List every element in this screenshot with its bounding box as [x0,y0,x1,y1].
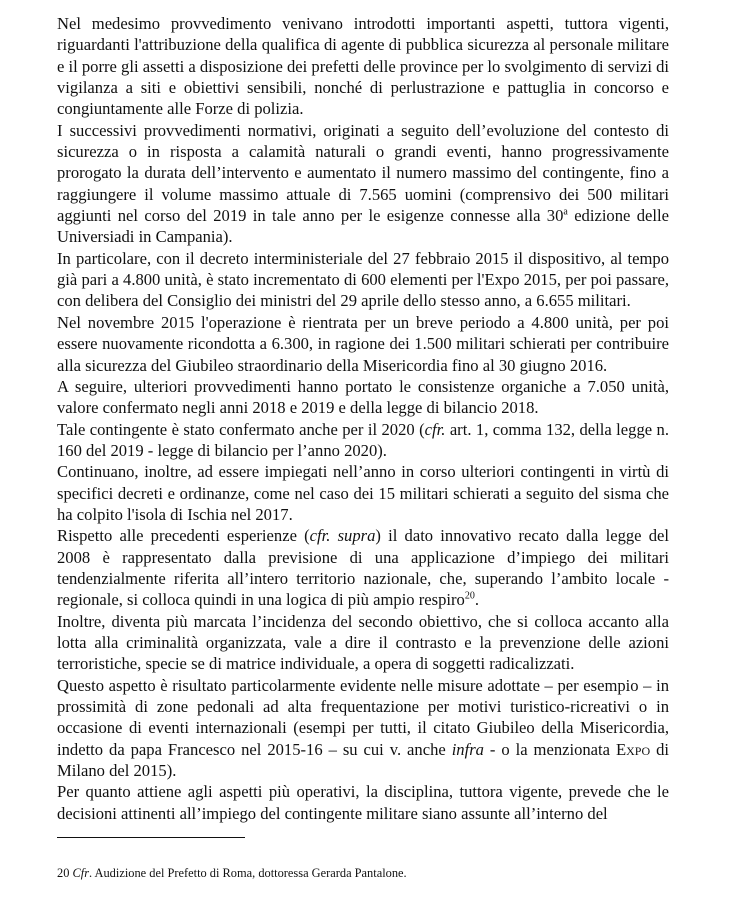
footnote-20 [57,865,669,881]
text-run: Rispetto alle precedenti esperienze ( [57,526,310,546]
text-run: ) il dato innovativo recato dalla legge del 2008 è rappresentato dalla previsione di una applicazione d’impiego dei militari tendenzialmente riferita all’intero territorio nazionale, che, superando l’ambito locale - regionale, si colloca quindi in una logica di più ampio respiro [57,526,669,610]
text-run: Tale contingente è stato confermato anche per il 2020 ( [57,419,425,439]
paragraph [57,13,669,120]
text-run: edizione delle Universiadi in Campania). [57,206,669,247]
text-run: I successivi provvedimenti normativi, originati a seguito dell’evoluzione del contesto di sicurezza o in risposta a calamità naturali o grandi eventi, hanno progressivamente prorogato la durata dell’intervento e aumentato il numero massimo del contingente, fino a raggiungere il volume massimo attuale di 7.565 uomini (comprensivo dei 500 militari aggiunti nel corso del 2019 in tale anno per le esigenze connesse alla 30 [57,120,669,226]
paragraph [57,675,669,782]
superscript: a [563,206,568,218]
footnote-number: 20 [57,866,70,880]
text-run: art. 1, comma 132, della legge n. 160 del 2019 - legge di bilancio per l’anno 2020). [57,419,669,460]
text-run: Nel novembre 2015 l'operazione è rientrata per un breve periodo a 4.800 unità, per poi essere nuovamente ricondotta a 6.300, in ragione dei 1.500 militari schierati per contribuire alla sicurezza del Giubileo straordinario della Misericordia fino al 30 giugno 2016. [57,312,669,375]
footnote-text: . Audizione del Prefetto di Roma, dottoressa Gerarda Pantalone. [89,866,407,880]
paragraph [57,376,669,419]
text-run: infra [451,739,484,759]
paragraph [57,611,669,675]
text-run: . [474,590,479,610]
text-run: - o la menzionata [483,739,616,759]
paragraph [57,461,669,525]
body-text [57,13,669,824]
text-run: Nel medesimo provvedimento venivano introdotti importanti aspetti, tuttora vigenti, riguardanti l'attribuzione della qualifica di agente di pubblica sicurezza al personale militare e il porre gli assetti a disposizione dei prefetti delle province per lo svolgimento di servizi di vigilanza a siti e obiettivi sensibili, nonché di perlustrazione e pattuglia in concorso e congiuntamente alle Forze di polizia. [57,14,669,119]
paragraph [57,312,669,376]
paragraph [57,248,669,312]
footnote-separator [57,837,245,838]
footnote-cite: Cfr [72,866,90,880]
text-run: Inoltre, diventa più marcata l’incidenza del secondo obiettivo, che si colloca accanto alla lotta alla criminalità organizzata, vale a dire il contrasto e la prevenzione delle azioni terroristiche, specie se di matrice individuale, a opera di soggetti radicalizzati. [57,611,669,674]
text-run: Per quanto attiene agli aspetti più operativi, la disciplina, tuttora vigente, prevede che le decisioni attinenti all’impiego del contingente militare siano assunte all’interno del [57,782,669,823]
paragraph [57,781,669,824]
text-run: cfr. [424,419,446,439]
text-run: A seguire, ulteriori provvedimenti hanno portato le consistenze organiche a 7.050 unità, valore confermato negli anni 2018 e 2019 e della legge di bilancio 2018. [57,376,669,418]
superscript: 20 [464,590,475,602]
text-run: In particolare, con il decreto interministeriale del 27 febbraio 2015 il dispositivo, al tempo già pari a 4.800 unità, è stato incrementato di 600 elementi per l'Expo 2015, per poi passare, con delibera del Consiglio dei ministri del 29 aprile dello stesso anno, a 6.655 militari. [57,248,669,311]
paragraph [57,120,669,248]
paragraph [57,419,669,462]
paragraph [57,525,669,610]
text-run: Questo aspetto è risultato particolarmente evidente nelle misure adottate – per esempio – in prossimità di zone pedonali ad alta frequentazione per motivi turistico-ricreativi o in occasione di eventi internazionali (esempi per tutti, il citato Giubileo della Misericordia, indetto da papa Francesco nel 2015-16 – su cui v. anche [57,675,669,759]
text-run: cfr. supra [309,526,376,546]
text-run: di Milano del 2015). [57,739,669,781]
text-run: Expo [615,739,651,759]
text-run: Continuano, inoltre, ad essere impiegati nell’anno in corso ulteriori contingenti in virtù di specifici decreti e ordinanze, come nel caso dei 15 militari schierati a seguito del sisma che ha colpito l'isola di Ischia nel 2017. [57,462,669,524]
